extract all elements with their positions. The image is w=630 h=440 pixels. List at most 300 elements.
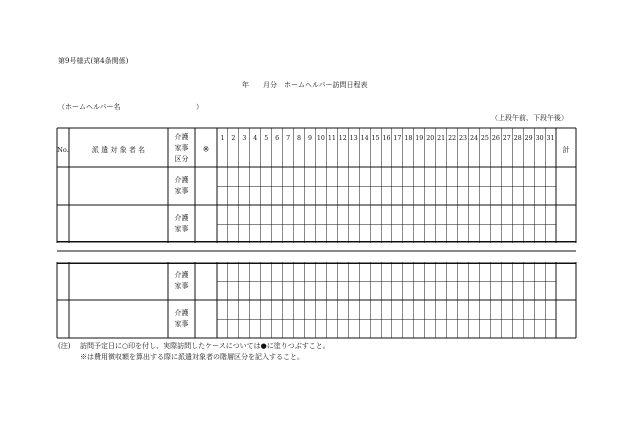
day-cell-am[interactable] (294, 167, 305, 186)
day-cell-am[interactable] (436, 262, 447, 281)
day-cell-pm[interactable] (469, 186, 480, 205)
day-cell-am[interactable] (425, 300, 436, 319)
day-cell-am[interactable] (272, 262, 283, 281)
day-cell-am[interactable] (414, 167, 425, 186)
day-cell-am[interactable] (283, 167, 294, 186)
day-cell-pm[interactable] (403, 281, 414, 300)
day-cell-pm[interactable] (359, 319, 370, 338)
row-category-care: 介護 (174, 309, 189, 317)
day-cell-pm[interactable] (392, 281, 403, 300)
day-cell-pm[interactable] (294, 319, 305, 338)
day-cell-pm[interactable] (447, 319, 458, 338)
day-cell-pm[interactable] (523, 281, 534, 300)
day-cell-pm[interactable] (512, 224, 523, 243)
day-header: 8 (297, 135, 302, 142)
day-cell-am[interactable] (479, 300, 490, 319)
day-cell-am[interactable] (283, 205, 294, 224)
day-cell-pm[interactable] (545, 319, 556, 338)
day-cell-am[interactable] (414, 300, 425, 319)
day-cell-pm[interactable] (381, 186, 392, 205)
day-cell-am[interactable] (381, 205, 392, 224)
day-cell-pm[interactable] (283, 281, 294, 300)
day-cell-am[interactable] (403, 300, 414, 319)
day-cell-am[interactable] (250, 300, 261, 319)
day-cell-pm[interactable] (458, 224, 469, 243)
day-cell-pm[interactable] (359, 224, 370, 243)
day-cell-am[interactable] (403, 167, 414, 186)
day-header: 27 (502, 135, 511, 142)
day-header: 3 (242, 135, 247, 142)
day-cell-pm[interactable] (359, 186, 370, 205)
day-cell-am[interactable] (512, 205, 523, 224)
note-prefix: (注) (58, 342, 71, 350)
day-cell-am[interactable] (315, 167, 326, 186)
day-cell-pm[interactable] (272, 281, 283, 300)
day-cell-pm[interactable] (425, 224, 436, 243)
day-cell-am[interactable] (479, 262, 490, 281)
day-cell-pm[interactable] (381, 319, 392, 338)
day-cell-am[interactable] (250, 262, 261, 281)
day-cell-pm[interactable] (512, 281, 523, 300)
day-header: 20 (426, 135, 435, 142)
day-cell-pm[interactable] (239, 224, 250, 243)
day-cell-pm[interactable] (228, 186, 239, 205)
total-cell[interactable] (556, 262, 576, 300)
day-cell-pm[interactable] (228, 224, 239, 243)
day-cell-am[interactable] (370, 300, 381, 319)
day-cell-am[interactable] (250, 167, 261, 186)
header-no: No. (57, 146, 69, 154)
day-cell-am[interactable] (392, 262, 403, 281)
day-cell-am[interactable] (228, 205, 239, 224)
day-cell-pm[interactable] (217, 224, 228, 243)
day-cell-pm[interactable] (447, 186, 458, 205)
day-cell-pm[interactable] (326, 319, 337, 338)
day-header: 23 (459, 135, 468, 142)
day-cell-am[interactable] (458, 167, 469, 186)
day-cell-am[interactable] (294, 262, 305, 281)
day-cell-pm[interactable] (337, 224, 348, 243)
day-cell-am[interactable] (414, 262, 425, 281)
day-cell-pm[interactable] (250, 281, 261, 300)
day-cell-am[interactable] (326, 262, 337, 281)
day-header: 13 (349, 135, 358, 142)
day-cell-pm[interactable] (304, 319, 315, 338)
day-cell-am[interactable] (501, 300, 512, 319)
day-cell-am[interactable] (348, 262, 359, 281)
day-cell-am[interactable] (447, 262, 458, 281)
day-cell-pm[interactable] (436, 186, 447, 205)
day-cell-pm[interactable] (436, 281, 447, 300)
day-cell-pm[interactable] (490, 281, 501, 300)
day-cell-pm[interactable] (479, 186, 490, 205)
day-cell-pm[interactable] (436, 224, 447, 243)
day-cell-pm[interactable] (261, 186, 272, 205)
day-cell-am[interactable] (425, 262, 436, 281)
day-cell-pm[interactable] (239, 319, 250, 338)
day-cell-pm[interactable] (261, 319, 272, 338)
row-category-housework: 家事 (174, 282, 189, 290)
day-cell-pm[interactable] (217, 186, 228, 205)
day-cell-am[interactable] (304, 300, 315, 319)
day-cell-pm[interactable] (545, 224, 556, 243)
day-cell-am[interactable] (523, 300, 534, 319)
day-cell-am[interactable] (239, 167, 250, 186)
day-header: 29 (524, 135, 533, 142)
day-cell-am[interactable] (326, 167, 337, 186)
row-category-care: 介護 (174, 176, 189, 184)
day-cell-pm[interactable] (403, 186, 414, 205)
day-cell-pm[interactable] (534, 281, 545, 300)
day-cell-am[interactable] (294, 205, 305, 224)
day-cell-am[interactable] (425, 205, 436, 224)
day-cell-am[interactable] (523, 262, 534, 281)
day-header: 7 (286, 135, 291, 142)
day-cell-pm[interactable] (381, 224, 392, 243)
day-cell-am[interactable] (490, 205, 501, 224)
day-cell-am[interactable] (228, 167, 239, 186)
day-cell-pm[interactable] (479, 224, 490, 243)
day-cell-am[interactable] (447, 167, 458, 186)
day-cell-pm[interactable] (315, 319, 326, 338)
day-cell-pm[interactable] (458, 281, 469, 300)
day-header: 24 (469, 135, 478, 142)
day-cell-pm[interactable] (217, 319, 228, 338)
day-cell-pm[interactable] (512, 186, 523, 205)
day-cell-pm[interactable] (283, 224, 294, 243)
day-header: 22 (448, 135, 457, 142)
day-cell-am[interactable] (501, 167, 512, 186)
recipient-name-cell[interactable] (69, 167, 168, 205)
day-cell-am[interactable] (272, 300, 283, 319)
day-cell-pm[interactable] (545, 281, 556, 300)
day-cell-pm[interactable] (469, 281, 480, 300)
day-cell-am[interactable] (326, 300, 337, 319)
day-cell-am[interactable] (392, 300, 403, 319)
day-cell-pm[interactable] (425, 186, 436, 205)
header-category-class: 区分 (174, 155, 189, 163)
day-cell-pm[interactable] (381, 281, 392, 300)
day-cell-am[interactable] (239, 205, 250, 224)
day-cell-pm[interactable] (315, 186, 326, 205)
day-cell-pm[interactable] (479, 281, 490, 300)
row-category-housework: 家事 (174, 225, 189, 233)
day-cell-am[interactable] (479, 205, 490, 224)
day-cell-pm[interactable] (403, 319, 414, 338)
day-cell-am[interactable] (348, 300, 359, 319)
day-cell-am[interactable] (326, 205, 337, 224)
day-cell-pm[interactable] (315, 281, 326, 300)
day-cell-pm[interactable] (447, 281, 458, 300)
day-cell-pm[interactable] (283, 319, 294, 338)
day-cell-pm[interactable] (294, 186, 305, 205)
day-cell-am[interactable] (315, 205, 326, 224)
day-header: 19 (415, 135, 424, 142)
day-cell-am[interactable] (359, 167, 370, 186)
day-cell-pm[interactable] (501, 281, 512, 300)
day-cell-am[interactable] (447, 205, 458, 224)
day-cell-pm[interactable] (348, 281, 359, 300)
day-cell-am[interactable] (458, 262, 469, 281)
day-cell-pm[interactable] (392, 319, 403, 338)
day-cell-pm[interactable] (469, 224, 480, 243)
day-cell-am[interactable] (283, 262, 294, 281)
day-cell-am[interactable] (490, 300, 501, 319)
day-cell-pm[interactable] (348, 319, 359, 338)
day-cell-am[interactable] (534, 167, 545, 186)
day-cell-am[interactable] (534, 262, 545, 281)
day-header: 5 (264, 135, 269, 142)
day-cell-am[interactable] (501, 262, 512, 281)
day-cell-pm[interactable] (250, 319, 261, 338)
day-cell-am[interactable] (304, 205, 315, 224)
bracket-mark-cell[interactable] (195, 205, 217, 243)
day-cell-am[interactable] (315, 262, 326, 281)
day-cell-pm[interactable] (425, 281, 436, 300)
day-cell-pm[interactable] (501, 186, 512, 205)
day-cell-am[interactable] (545, 300, 556, 319)
day-cell-am[interactable] (469, 300, 480, 319)
day-cell-am[interactable] (370, 262, 381, 281)
day-cell-am[interactable] (228, 262, 239, 281)
day-cell-pm[interactable] (370, 319, 381, 338)
day-cell-am[interactable] (337, 300, 348, 319)
day-cell-pm[interactable] (239, 281, 250, 300)
day-cell-pm[interactable] (436, 319, 447, 338)
day-cell-am[interactable] (261, 205, 272, 224)
recipient-name-cell[interactable] (69, 300, 168, 338)
day-cell-pm[interactable] (414, 186, 425, 205)
total-cell[interactable] (556, 205, 576, 243)
day-header: 9 (307, 135, 312, 142)
day-cell-pm[interactable] (294, 281, 305, 300)
day-cell-am[interactable] (523, 205, 534, 224)
day-cell-pm[interactable] (261, 281, 272, 300)
day-cell-pm[interactable] (304, 186, 315, 205)
day-header: 11 (327, 135, 336, 142)
day-cell-am[interactable] (228, 300, 239, 319)
day-cell-pm[interactable] (337, 281, 348, 300)
day-cell-am[interactable] (479, 167, 490, 186)
day-cell-am[interactable] (217, 205, 228, 224)
row-category-care: 介護 (174, 214, 189, 222)
day-cell-pm[interactable] (326, 186, 337, 205)
day-cell-am[interactable] (261, 262, 272, 281)
day-cell-am[interactable] (392, 205, 403, 224)
note-line-1: 訪問予定日に○印を付し、実際訪問したケースについては●に塗りつぶすこと。 (80, 342, 330, 350)
day-cell-pm[interactable] (469, 319, 480, 338)
bracket-mark-cell[interactable] (195, 300, 217, 338)
day-cell-am[interactable] (512, 167, 523, 186)
day-cell-pm[interactable] (523, 224, 534, 243)
day-cell-pm[interactable] (370, 186, 381, 205)
day-cell-pm[interactable] (534, 186, 545, 205)
day-cell-pm[interactable] (261, 224, 272, 243)
day-header: 4 (253, 135, 258, 142)
note-line-2: ※は費用徴収額を算出する際に派遣対象者の階層区分を記入すること。 (80, 353, 304, 361)
day-cell-pm[interactable] (228, 319, 239, 338)
day-cell-am[interactable] (283, 300, 294, 319)
day-cell-pm[interactable] (490, 224, 501, 243)
day-cell-pm[interactable] (534, 224, 545, 243)
day-cell-am[interactable] (261, 167, 272, 186)
day-cell-pm[interactable] (294, 224, 305, 243)
day-cell-pm[interactable] (337, 319, 348, 338)
day-cell-pm[interactable] (403, 224, 414, 243)
day-cell-am[interactable] (436, 167, 447, 186)
header-total: 計 (562, 146, 570, 154)
day-cell-am[interactable] (523, 167, 534, 186)
day-cell-am[interactable] (337, 167, 348, 186)
day-cell-pm[interactable] (414, 319, 425, 338)
day-cell-am[interactable] (261, 300, 272, 319)
day-cell-am[interactable] (501, 205, 512, 224)
day-cell-pm[interactable] (326, 224, 337, 243)
day-cell-pm[interactable] (512, 319, 523, 338)
day-header: 16 (382, 135, 391, 142)
day-cell-pm[interactable] (490, 319, 501, 338)
day-cell-pm[interactable] (272, 186, 283, 205)
day-cell-am[interactable] (414, 205, 425, 224)
day-cell-am[interactable] (381, 300, 392, 319)
day-cell-am[interactable] (348, 167, 359, 186)
day-cell-pm[interactable] (250, 224, 261, 243)
day-cell-am[interactable] (217, 167, 228, 186)
day-cell-am[interactable] (359, 300, 370, 319)
day-cell-pm[interactable] (414, 224, 425, 243)
day-cell-am[interactable] (392, 167, 403, 186)
day-cell-am[interactable] (381, 262, 392, 281)
page-title: 年 月分 ホームヘルパー訪問日程表 (242, 81, 368, 89)
day-cell-am[interactable] (469, 167, 480, 186)
day-header: 18 (404, 135, 413, 142)
day-cell-am[interactable] (294, 300, 305, 319)
day-cell-am[interactable] (348, 205, 359, 224)
day-cell-pm[interactable] (348, 224, 359, 243)
day-cell-am[interactable] (359, 205, 370, 224)
day-cell-am[interactable] (239, 300, 250, 319)
day-header: 15 (371, 135, 380, 142)
day-cell-pm[interactable] (337, 186, 348, 205)
day-cell-pm[interactable] (304, 224, 315, 243)
day-cell-am[interactable] (512, 300, 523, 319)
day-cell-am[interactable] (403, 262, 414, 281)
total-cell[interactable] (556, 167, 576, 205)
day-header: 12 (338, 135, 347, 142)
day-cell-am[interactable] (370, 167, 381, 186)
day-cell-am[interactable] (425, 167, 436, 186)
day-cell-pm[interactable] (425, 319, 436, 338)
day-cell-am[interactable] (250, 205, 261, 224)
day-cell-am[interactable] (458, 300, 469, 319)
day-cell-pm[interactable] (304, 281, 315, 300)
day-cell-am[interactable] (239, 262, 250, 281)
day-cell-am[interactable] (534, 205, 545, 224)
day-cell-am[interactable] (370, 205, 381, 224)
day-cell-am[interactable] (512, 262, 523, 281)
day-cell-pm[interactable] (272, 224, 283, 243)
recipient-name-cell[interactable] (69, 262, 168, 300)
day-cell-pm[interactable] (239, 186, 250, 205)
day-header: 2 (231, 135, 236, 142)
day-cell-am[interactable] (315, 300, 326, 319)
day-cell-am[interactable] (545, 205, 556, 224)
helper-name-label: （ホームヘルパー名 (58, 103, 121, 111)
day-cell-pm[interactable] (250, 186, 261, 205)
day-cell-pm[interactable] (370, 224, 381, 243)
day-cell-am[interactable] (272, 205, 283, 224)
day-cell-pm[interactable] (228, 281, 239, 300)
day-cell-pm[interactable] (370, 281, 381, 300)
day-cell-pm[interactable] (458, 319, 469, 338)
day-cell-am[interactable] (490, 262, 501, 281)
day-cell-pm[interactable] (490, 186, 501, 205)
day-cell-pm[interactable] (315, 224, 326, 243)
day-cell-am[interactable] (545, 262, 556, 281)
day-cell-pm[interactable] (414, 281, 425, 300)
day-cell-pm[interactable] (272, 319, 283, 338)
day-cell-am[interactable] (272, 167, 283, 186)
day-cell-am[interactable] (359, 262, 370, 281)
recipient-name-cell[interactable] (69, 205, 168, 243)
header-recipient-name: 派 遣 対 象 者 名 (91, 146, 146, 154)
header-mark: ※ (202, 145, 210, 154)
day-cell-am[interactable] (469, 205, 480, 224)
day-cell-am[interactable] (337, 262, 348, 281)
day-cell-pm[interactable] (523, 186, 534, 205)
day-cell-am[interactable] (217, 262, 228, 281)
day-cell-pm[interactable] (501, 319, 512, 338)
day-cell-am[interactable] (458, 205, 469, 224)
row-category-care: 介護 (174, 271, 189, 279)
day-cell-am[interactable] (217, 300, 228, 319)
day-cell-pm[interactable] (326, 281, 337, 300)
day-cell-pm[interactable] (447, 224, 458, 243)
day-cell-am[interactable] (381, 167, 392, 186)
day-header: 31 (546, 135, 555, 142)
bracket-mark-cell[interactable] (195, 262, 217, 300)
day-cell-am[interactable] (447, 300, 458, 319)
day-cell-pm[interactable] (545, 186, 556, 205)
day-cell-pm[interactable] (501, 224, 512, 243)
day-cell-am[interactable] (534, 300, 545, 319)
bracket-mark-cell[interactable] (195, 167, 217, 205)
day-cell-pm[interactable] (217, 281, 228, 300)
day-cell-pm[interactable] (479, 319, 490, 338)
day-cell-pm[interactable] (458, 186, 469, 205)
day-cell-pm[interactable] (523, 319, 534, 338)
day-header: 21 (437, 135, 446, 142)
row-category-housework: 家事 (174, 187, 189, 195)
day-cell-pm[interactable] (348, 186, 359, 205)
day-cell-am[interactable] (403, 205, 414, 224)
day-header: 17 (393, 135, 402, 142)
day-cell-am[interactable] (545, 167, 556, 186)
day-cell-am[interactable] (304, 262, 315, 281)
day-cell-pm[interactable] (534, 319, 545, 338)
day-cell-am[interactable] (490, 167, 501, 186)
day-cell-am[interactable] (337, 205, 348, 224)
day-cell-pm[interactable] (359, 281, 370, 300)
day-cell-am[interactable] (436, 205, 447, 224)
day-cell-pm[interactable] (392, 186, 403, 205)
day-cell-pm[interactable] (392, 224, 403, 243)
day-cell-am[interactable] (436, 300, 447, 319)
day-cell-pm[interactable] (283, 186, 294, 205)
day-cell-am[interactable] (469, 262, 480, 281)
day-cell-am[interactable] (304, 167, 315, 186)
total-cell[interactable] (556, 300, 576, 338)
